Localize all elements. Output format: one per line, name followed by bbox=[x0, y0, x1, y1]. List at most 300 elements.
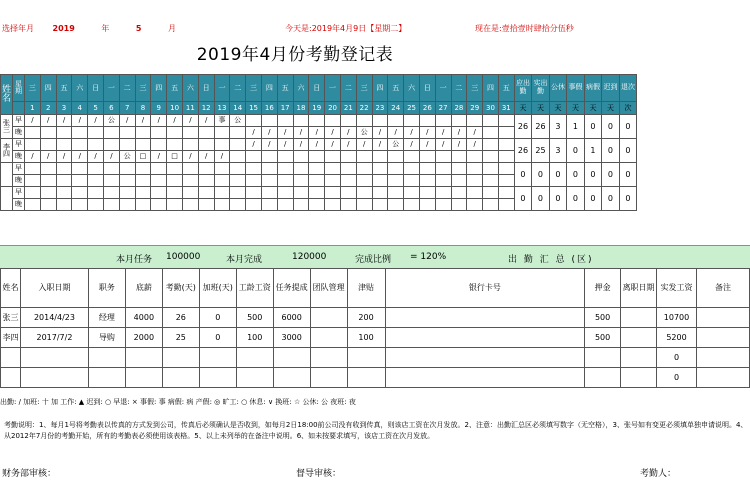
attendance-cell[interactable] bbox=[103, 139, 119, 151]
summary-cell[interactable] bbox=[88, 348, 125, 368]
attendance-cell[interactable] bbox=[214, 139, 230, 151]
attendance-cell[interactable] bbox=[356, 199, 372, 211]
attendance-cell[interactable] bbox=[25, 163, 41, 175]
summary-cell[interactable] bbox=[273, 368, 310, 388]
attendance-cell[interactable] bbox=[356, 163, 372, 175]
attendance-cell[interactable] bbox=[340, 187, 356, 199]
attendance-cell[interactable]: / bbox=[72, 115, 88, 127]
attendance-cell[interactable] bbox=[340, 199, 356, 211]
attendance-cell[interactable] bbox=[182, 199, 198, 211]
attendance-cell[interactable]: / bbox=[404, 139, 420, 151]
attendance-cell[interactable] bbox=[103, 175, 119, 187]
attendance-cell[interactable] bbox=[325, 115, 341, 127]
attendance-cell[interactable] bbox=[167, 127, 183, 139]
summary-cell[interactable] bbox=[236, 348, 273, 368]
summary-cell[interactable] bbox=[20, 368, 88, 388]
summary-cell[interactable]: 0 bbox=[657, 368, 697, 388]
attendance-cell[interactable] bbox=[261, 151, 277, 163]
attendance-cell[interactable] bbox=[356, 187, 372, 199]
attendance-cell[interactable] bbox=[72, 175, 88, 187]
summary-cell[interactable] bbox=[310, 328, 347, 348]
attendance-cell[interactable] bbox=[103, 127, 119, 139]
attendance-cell[interactable] bbox=[467, 187, 483, 199]
summary-cell[interactable]: 4000 bbox=[125, 308, 162, 328]
attendance-cell[interactable] bbox=[325, 199, 341, 211]
attendance-cell[interactable]: / bbox=[103, 151, 119, 163]
attendance-cell[interactable] bbox=[167, 199, 183, 211]
attendance-cell[interactable] bbox=[246, 115, 262, 127]
attendance-cell[interactable]: / bbox=[404, 127, 420, 139]
attendance-cell[interactable] bbox=[483, 151, 499, 163]
attendance-cell[interactable] bbox=[483, 127, 499, 139]
attendance-cell[interactable] bbox=[309, 187, 325, 199]
attendance-cell[interactable] bbox=[435, 163, 451, 175]
attendance-cell[interactable] bbox=[293, 151, 309, 163]
attendance-cell[interactable] bbox=[388, 163, 404, 175]
attendance-cell[interactable] bbox=[72, 163, 88, 175]
attendance-cell[interactable] bbox=[230, 127, 246, 139]
attendance-cell[interactable]: □ bbox=[135, 151, 151, 163]
summary-cell[interactable]: 500 bbox=[585, 308, 621, 328]
attendance-cell[interactable]: / bbox=[419, 139, 435, 151]
summary-cell[interactable] bbox=[697, 348, 750, 368]
attendance-cell[interactable]: □ bbox=[167, 151, 183, 163]
summary-cell[interactable] bbox=[347, 348, 385, 368]
attendance-cell[interactable] bbox=[451, 115, 467, 127]
summary-cell[interactable] bbox=[347, 368, 385, 388]
attendance-cell[interactable] bbox=[151, 163, 167, 175]
attendance-cell[interactable] bbox=[404, 151, 420, 163]
attendance-cell[interactable] bbox=[151, 175, 167, 187]
attendance-cell[interactable] bbox=[498, 127, 514, 139]
attendance-cell[interactable] bbox=[151, 139, 167, 151]
summary-cell[interactable] bbox=[385, 328, 585, 348]
attendance-cell[interactable] bbox=[404, 199, 420, 211]
summary-cell[interactable]: 2017/7/2 bbox=[20, 328, 88, 348]
attendance-cell[interactable] bbox=[40, 199, 56, 211]
attendance-cell[interactable] bbox=[467, 115, 483, 127]
attendance-cell[interactable]: / bbox=[372, 139, 388, 151]
attendance-cell[interactable] bbox=[135, 187, 151, 199]
summary-cell[interactable] bbox=[20, 348, 88, 368]
attendance-cell[interactable] bbox=[25, 139, 41, 151]
attendance-cell[interactable] bbox=[498, 187, 514, 199]
attendance-cell[interactable] bbox=[277, 199, 293, 211]
summary-cell[interactable] bbox=[697, 368, 750, 388]
attendance-cell[interactable] bbox=[325, 151, 341, 163]
summary-cell[interactable]: 0 bbox=[199, 308, 236, 328]
attendance-cell[interactable] bbox=[119, 139, 135, 151]
summary-cell[interactable]: 导购 bbox=[88, 328, 125, 348]
attendance-cell[interactable]: / bbox=[340, 139, 356, 151]
attendance-cell[interactable] bbox=[483, 163, 499, 175]
summary-cell[interactable] bbox=[236, 368, 273, 388]
attendance-cell[interactable] bbox=[325, 175, 341, 187]
summary-cell[interactable]: 10700 bbox=[657, 308, 697, 328]
attendance-cell[interactable] bbox=[198, 175, 214, 187]
attendance-cell[interactable] bbox=[230, 187, 246, 199]
summary-cell[interactable] bbox=[385, 368, 585, 388]
attendance-cell[interactable] bbox=[372, 151, 388, 163]
attendance-cell[interactable] bbox=[293, 175, 309, 187]
attendance-cell[interactable] bbox=[88, 127, 104, 139]
attendance-cell[interactable]: / bbox=[40, 115, 56, 127]
attendance-cell[interactable]: / bbox=[198, 115, 214, 127]
attendance-cell[interactable] bbox=[56, 127, 72, 139]
attendance-cell[interactable] bbox=[419, 115, 435, 127]
attendance-cell[interactable]: / bbox=[388, 127, 404, 139]
attendance-cell[interactable]: / bbox=[167, 115, 183, 127]
attendance-cell[interactable]: 公 bbox=[119, 151, 135, 163]
attendance-cell[interactable]: 公 bbox=[388, 139, 404, 151]
attendance-cell[interactable]: 公 bbox=[230, 115, 246, 127]
attendance-cell[interactable] bbox=[325, 187, 341, 199]
summary-cell[interactable] bbox=[385, 348, 585, 368]
task-value[interactable]: 100000 bbox=[166, 252, 201, 262]
summary-cell[interactable] bbox=[125, 368, 162, 388]
attendance-cell[interactable] bbox=[135, 127, 151, 139]
attendance-cell[interactable] bbox=[372, 187, 388, 199]
attendance-cell[interactable] bbox=[167, 187, 183, 199]
attendance-cell[interactable] bbox=[40, 127, 56, 139]
attendance-cell[interactable]: / bbox=[277, 139, 293, 151]
attendance-cell[interactable] bbox=[198, 187, 214, 199]
attendance-cell[interactable]: / bbox=[214, 151, 230, 163]
summary-cell[interactable] bbox=[310, 348, 347, 368]
attendance-cell[interactable] bbox=[214, 199, 230, 211]
attendance-cell[interactable] bbox=[72, 187, 88, 199]
attendance-cell[interactable] bbox=[230, 175, 246, 187]
summary-cell[interactable] bbox=[199, 348, 236, 368]
attendance-cell[interactable] bbox=[103, 199, 119, 211]
attendance-cell[interactable]: / bbox=[135, 115, 151, 127]
attendance-cell[interactable] bbox=[498, 163, 514, 175]
attendance-cell[interactable]: / bbox=[340, 127, 356, 139]
attendance-cell[interactable] bbox=[483, 175, 499, 187]
summary-cell[interactable] bbox=[697, 328, 750, 348]
attendance-cell[interactable]: 事 bbox=[214, 115, 230, 127]
attendance-cell[interactable]: / bbox=[435, 127, 451, 139]
attendance-cell[interactable] bbox=[103, 163, 119, 175]
attendance-cell[interactable] bbox=[372, 175, 388, 187]
summary-cell[interactable]: 经理 bbox=[88, 308, 125, 328]
attendance-cell[interactable]: / bbox=[261, 127, 277, 139]
attendance-cell[interactable]: / bbox=[467, 127, 483, 139]
attendance-cell[interactable] bbox=[151, 187, 167, 199]
attendance-cell[interactable] bbox=[451, 151, 467, 163]
summary-cell[interactable] bbox=[385, 308, 585, 328]
attendance-cell[interactable] bbox=[388, 115, 404, 127]
attendance-cell[interactable] bbox=[72, 127, 88, 139]
attendance-cell[interactable] bbox=[498, 199, 514, 211]
attendance-cell[interactable] bbox=[182, 127, 198, 139]
attendance-cell[interactable] bbox=[356, 115, 372, 127]
attendance-cell[interactable] bbox=[340, 151, 356, 163]
attendance-cell[interactable] bbox=[261, 187, 277, 199]
attendance-cell[interactable] bbox=[451, 163, 467, 175]
attendance-cell[interactable]: / bbox=[419, 127, 435, 139]
attendance-cell[interactable] bbox=[435, 199, 451, 211]
summary-cell[interactable]: 100 bbox=[347, 328, 385, 348]
attendance-cell[interactable] bbox=[467, 175, 483, 187]
attendance-cell[interactable] bbox=[309, 199, 325, 211]
attendance-cell[interactable] bbox=[309, 151, 325, 163]
attendance-cell[interactable]: / bbox=[261, 139, 277, 151]
attendance-cell[interactable] bbox=[40, 163, 56, 175]
attendance-cell[interactable]: / bbox=[119, 115, 135, 127]
summary-cell[interactable] bbox=[88, 368, 125, 388]
year-value[interactable]: 2019 bbox=[52, 24, 75, 33]
summary-cell[interactable]: 2000 bbox=[125, 328, 162, 348]
attendance-cell[interactable] bbox=[435, 175, 451, 187]
summary-cell[interactable] bbox=[1, 348, 21, 368]
attendance-cell[interactable]: / bbox=[151, 115, 167, 127]
summary-cell[interactable] bbox=[162, 368, 199, 388]
attendance-cell[interactable] bbox=[151, 127, 167, 139]
attendance-cell[interactable] bbox=[88, 175, 104, 187]
attendance-cell[interactable] bbox=[419, 199, 435, 211]
attendance-cell[interactable] bbox=[483, 199, 499, 211]
attendance-cell[interactable] bbox=[167, 163, 183, 175]
attendance-cell[interactable] bbox=[214, 175, 230, 187]
attendance-cell[interactable] bbox=[135, 175, 151, 187]
attendance-cell[interactable] bbox=[451, 187, 467, 199]
attendance-cell[interactable]: / bbox=[293, 139, 309, 151]
attendance-cell[interactable] bbox=[419, 175, 435, 187]
attendance-cell[interactable] bbox=[419, 163, 435, 175]
attendance-cell[interactable] bbox=[293, 199, 309, 211]
attendance-cell[interactable] bbox=[435, 115, 451, 127]
attendance-cell[interactable]: / bbox=[88, 151, 104, 163]
attendance-cell[interactable] bbox=[151, 199, 167, 211]
summary-cell[interactable]: 500 bbox=[236, 308, 273, 328]
attendance-cell[interactable] bbox=[356, 175, 372, 187]
summary-cell[interactable] bbox=[621, 328, 657, 348]
attendance-cell[interactable]: / bbox=[182, 151, 198, 163]
attendance-cell[interactable] bbox=[72, 139, 88, 151]
attendance-cell[interactable] bbox=[467, 151, 483, 163]
attendance-cell[interactable]: / bbox=[325, 127, 341, 139]
attendance-cell[interactable] bbox=[246, 199, 262, 211]
attendance-cell[interactable] bbox=[261, 199, 277, 211]
attendance-cell[interactable] bbox=[340, 163, 356, 175]
attendance-cell[interactable] bbox=[182, 175, 198, 187]
attendance-cell[interactable] bbox=[56, 187, 72, 199]
attendance-cell[interactable] bbox=[404, 175, 420, 187]
attendance-cell[interactable] bbox=[119, 187, 135, 199]
attendance-cell[interactable] bbox=[56, 163, 72, 175]
attendance-cell[interactable] bbox=[293, 115, 309, 127]
attendance-cell[interactable]: / bbox=[372, 127, 388, 139]
attendance-cell[interactable]: 公 bbox=[103, 115, 119, 127]
attendance-cell[interactable] bbox=[119, 199, 135, 211]
attendance-cell[interactable] bbox=[261, 175, 277, 187]
attendance-cell[interactable] bbox=[167, 139, 183, 151]
attendance-cell[interactable] bbox=[498, 151, 514, 163]
summary-cell[interactable]: 100 bbox=[236, 328, 273, 348]
attendance-cell[interactable] bbox=[419, 187, 435, 199]
attendance-cell[interactable] bbox=[435, 187, 451, 199]
attendance-cell[interactable] bbox=[182, 163, 198, 175]
attendance-cell[interactable] bbox=[25, 175, 41, 187]
summary-cell[interactable] bbox=[585, 368, 621, 388]
attendance-cell[interactable]: / bbox=[325, 139, 341, 151]
attendance-cell[interactable] bbox=[261, 163, 277, 175]
attendance-cell[interactable]: / bbox=[40, 151, 56, 163]
attendance-cell[interactable] bbox=[340, 115, 356, 127]
attendance-cell[interactable] bbox=[293, 163, 309, 175]
attendance-cell[interactable] bbox=[88, 199, 104, 211]
attendance-cell[interactable]: / bbox=[309, 139, 325, 151]
attendance-cell[interactable] bbox=[88, 139, 104, 151]
summary-cell[interactable] bbox=[162, 348, 199, 368]
attendance-cell[interactable] bbox=[309, 175, 325, 187]
attendance-cell[interactable] bbox=[88, 163, 104, 175]
attendance-cell[interactable]: / bbox=[246, 139, 262, 151]
summary-cell[interactable]: 26 bbox=[162, 308, 199, 328]
attendance-cell[interactable]: / bbox=[182, 115, 198, 127]
attendance-cell[interactable]: / bbox=[467, 139, 483, 151]
attendance-cell[interactable] bbox=[56, 139, 72, 151]
attendance-cell[interactable] bbox=[119, 127, 135, 139]
attendance-cell[interactable] bbox=[119, 163, 135, 175]
attendance-cell[interactable] bbox=[388, 187, 404, 199]
attendance-cell[interactable] bbox=[135, 199, 151, 211]
attendance-cell[interactable] bbox=[88, 187, 104, 199]
attendance-cell[interactable]: / bbox=[451, 127, 467, 139]
attendance-cell[interactable] bbox=[388, 199, 404, 211]
attendance-cell[interactable] bbox=[230, 163, 246, 175]
attendance-cell[interactable] bbox=[230, 199, 246, 211]
attendance-cell[interactable] bbox=[325, 163, 341, 175]
attendance-cell[interactable]: 公 bbox=[356, 127, 372, 139]
attendance-cell[interactable] bbox=[182, 139, 198, 151]
attendance-cell[interactable] bbox=[404, 187, 420, 199]
attendance-cell[interactable]: / bbox=[56, 151, 72, 163]
attendance-cell[interactable] bbox=[214, 127, 230, 139]
attendance-cell[interactable]: / bbox=[198, 151, 214, 163]
attendance-cell[interactable] bbox=[103, 187, 119, 199]
summary-cell[interactable] bbox=[1, 368, 21, 388]
attendance-cell[interactable] bbox=[198, 199, 214, 211]
attendance-cell[interactable] bbox=[246, 187, 262, 199]
attendance-cell[interactable] bbox=[198, 139, 214, 151]
attendance-cell[interactable]: / bbox=[435, 139, 451, 151]
attendance-cell[interactable] bbox=[340, 175, 356, 187]
attendance-cell[interactable] bbox=[498, 175, 514, 187]
attendance-cell[interactable] bbox=[483, 139, 499, 151]
attendance-cell[interactable] bbox=[467, 199, 483, 211]
summary-cell[interactable] bbox=[310, 368, 347, 388]
attendance-cell[interactable] bbox=[451, 175, 467, 187]
attendance-cell[interactable] bbox=[246, 151, 262, 163]
attendance-cell[interactable]: / bbox=[293, 127, 309, 139]
attendance-cell[interactable] bbox=[230, 151, 246, 163]
summary-cell[interactable] bbox=[199, 368, 236, 388]
attendance-cell[interactable]: / bbox=[277, 127, 293, 139]
attendance-cell[interactable] bbox=[372, 199, 388, 211]
summary-cell[interactable]: 张三 bbox=[1, 308, 21, 328]
attendance-cell[interactable] bbox=[435, 151, 451, 163]
attendance-cell[interactable] bbox=[277, 175, 293, 187]
summary-cell[interactable] bbox=[621, 308, 657, 328]
attendance-cell[interactable]: / bbox=[451, 139, 467, 151]
attendance-cell[interactable] bbox=[40, 187, 56, 199]
attendance-cell[interactable]: / bbox=[72, 151, 88, 163]
summary-cell[interactable] bbox=[125, 348, 162, 368]
attendance-cell[interactable] bbox=[40, 175, 56, 187]
attendance-cell[interactable]: / bbox=[56, 115, 72, 127]
attendance-cell[interactable] bbox=[483, 187, 499, 199]
summary-cell[interactable]: 0 bbox=[199, 328, 236, 348]
attendance-cell[interactable] bbox=[119, 175, 135, 187]
attendance-cell[interactable] bbox=[372, 163, 388, 175]
done-value[interactable]: 120000 bbox=[292, 252, 327, 262]
summary-cell[interactable]: 25 bbox=[162, 328, 199, 348]
summary-cell[interactable]: 3000 bbox=[273, 328, 310, 348]
attendance-cell[interactable] bbox=[388, 175, 404, 187]
attendance-cell[interactable] bbox=[135, 139, 151, 151]
attendance-cell[interactable] bbox=[451, 199, 467, 211]
attendance-cell[interactable]: / bbox=[88, 115, 104, 127]
summary-cell[interactable] bbox=[621, 368, 657, 388]
attendance-cell[interactable] bbox=[277, 151, 293, 163]
summary-cell[interactable] bbox=[697, 308, 750, 328]
summary-cell[interactable]: 6000 bbox=[273, 308, 310, 328]
attendance-cell[interactable] bbox=[56, 199, 72, 211]
attendance-cell[interactable] bbox=[309, 115, 325, 127]
attendance-cell[interactable] bbox=[198, 127, 214, 139]
summary-cell[interactable] bbox=[310, 308, 347, 328]
attendance-cell[interactable] bbox=[261, 115, 277, 127]
attendance-cell[interactable] bbox=[404, 115, 420, 127]
summary-cell[interactable]: 李四 bbox=[1, 328, 21, 348]
attendance-cell[interactable] bbox=[419, 151, 435, 163]
attendance-cell[interactable] bbox=[388, 151, 404, 163]
attendance-cell[interactable] bbox=[25, 187, 41, 199]
attendance-cell[interactable] bbox=[293, 187, 309, 199]
summary-cell[interactable] bbox=[585, 348, 621, 368]
month-value[interactable]: 5 bbox=[135, 24, 142, 33]
attendance-cell[interactable] bbox=[309, 163, 325, 175]
attendance-cell[interactable] bbox=[230, 139, 246, 151]
summary-cell[interactable] bbox=[621, 348, 657, 368]
summary-cell[interactable]: 500 bbox=[585, 328, 621, 348]
attendance-cell[interactable] bbox=[404, 163, 420, 175]
summary-cell[interactable]: 200 bbox=[347, 308, 385, 328]
attendance-cell[interactable] bbox=[246, 163, 262, 175]
attendance-cell[interactable] bbox=[167, 175, 183, 187]
attendance-cell[interactable]: / bbox=[151, 151, 167, 163]
summary-cell[interactable]: 5200 bbox=[657, 328, 697, 348]
attendance-cell[interactable] bbox=[372, 115, 388, 127]
attendance-cell[interactable] bbox=[56, 175, 72, 187]
attendance-cell[interactable] bbox=[356, 151, 372, 163]
attendance-cell[interactable] bbox=[467, 163, 483, 175]
attendance-cell[interactable] bbox=[25, 199, 41, 211]
attendance-cell[interactable] bbox=[498, 139, 514, 151]
attendance-cell[interactable]: / bbox=[356, 139, 372, 151]
attendance-cell[interactable]: / bbox=[246, 127, 262, 139]
attendance-cell[interactable] bbox=[135, 163, 151, 175]
summary-cell[interactable]: 2014/4/23 bbox=[20, 308, 88, 328]
attendance-cell[interactable] bbox=[277, 115, 293, 127]
attendance-cell[interactable] bbox=[498, 115, 514, 127]
attendance-cell[interactable] bbox=[40, 139, 56, 151]
attendance-cell[interactable]: / bbox=[309, 127, 325, 139]
attendance-cell[interactable]: / bbox=[25, 151, 41, 163]
attendance-cell[interactable]: / bbox=[25, 115, 41, 127]
